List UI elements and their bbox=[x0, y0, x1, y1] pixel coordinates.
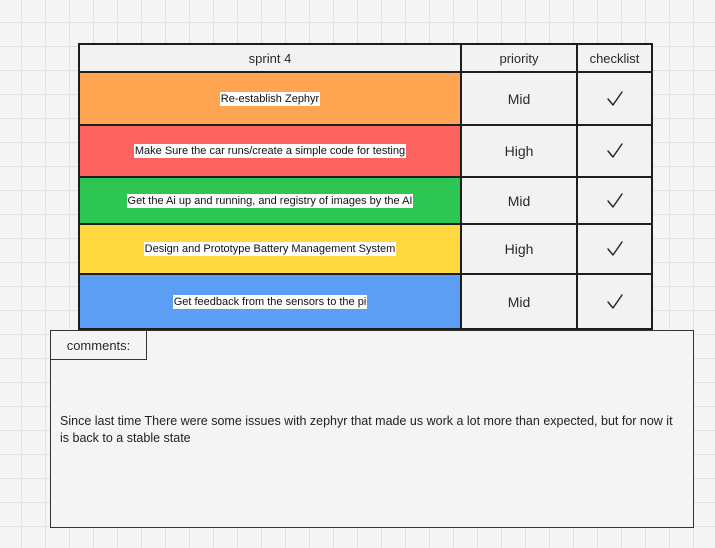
priority-cell-5[interactable]: Mid bbox=[462, 275, 576, 328]
header-checklist[interactable]: checklist bbox=[578, 45, 651, 71]
task-text-2: Make Sure the car runs/create a simple code for testing bbox=[134, 145, 406, 157]
task-cell-1[interactable] bbox=[80, 73, 460, 124]
checkmark-icon bbox=[605, 292, 625, 312]
sprint-table[interactable] bbox=[78, 43, 653, 330]
header-sprint-title[interactable]: sprint 4 bbox=[80, 45, 460, 71]
comments-text[interactable]: Since last time There were some issues with zephyr that made us work a lot more than expected, but for now it is back to a stable state bbox=[60, 414, 673, 445]
task-cell-2[interactable] bbox=[80, 126, 460, 176]
task-text-1: Re-establish Zephyr bbox=[220, 92, 320, 105]
task-text-4: Design and Prototype Battery Management System bbox=[144, 243, 396, 255]
checklist-cell-4[interactable] bbox=[578, 225, 651, 273]
checkmark-icon bbox=[605, 141, 625, 161]
checkmark-icon bbox=[605, 89, 625, 109]
task-cell-3[interactable] bbox=[80, 178, 460, 223]
checkmark-icon bbox=[605, 239, 625, 259]
checklist-cell-2[interactable] bbox=[578, 126, 651, 176]
header-priority[interactable]: priority bbox=[462, 45, 576, 71]
priority-cell-4[interactable]: High bbox=[462, 225, 576, 273]
task-text-3: Get the Ai up and running, and registry of images by the AI bbox=[127, 194, 413, 207]
priority-cell-2[interactable]: High bbox=[462, 126, 576, 176]
priority-cell-3[interactable]: Mid bbox=[462, 178, 576, 223]
comments-box[interactable] bbox=[50, 330, 694, 528]
task-text-5: Get feedback from the sensors to the pi bbox=[173, 295, 367, 308]
comments-label[interactable]: comments: bbox=[50, 330, 147, 360]
checklist-cell-1[interactable] bbox=[578, 73, 651, 124]
checkmark-icon bbox=[605, 191, 625, 211]
checklist-cell-5[interactable] bbox=[578, 275, 651, 328]
priority-cell-1[interactable]: Mid bbox=[462, 73, 576, 124]
checklist-cell-3[interactable] bbox=[578, 178, 651, 223]
task-cell-4[interactable] bbox=[80, 225, 460, 273]
task-cell-5[interactable] bbox=[80, 275, 460, 328]
